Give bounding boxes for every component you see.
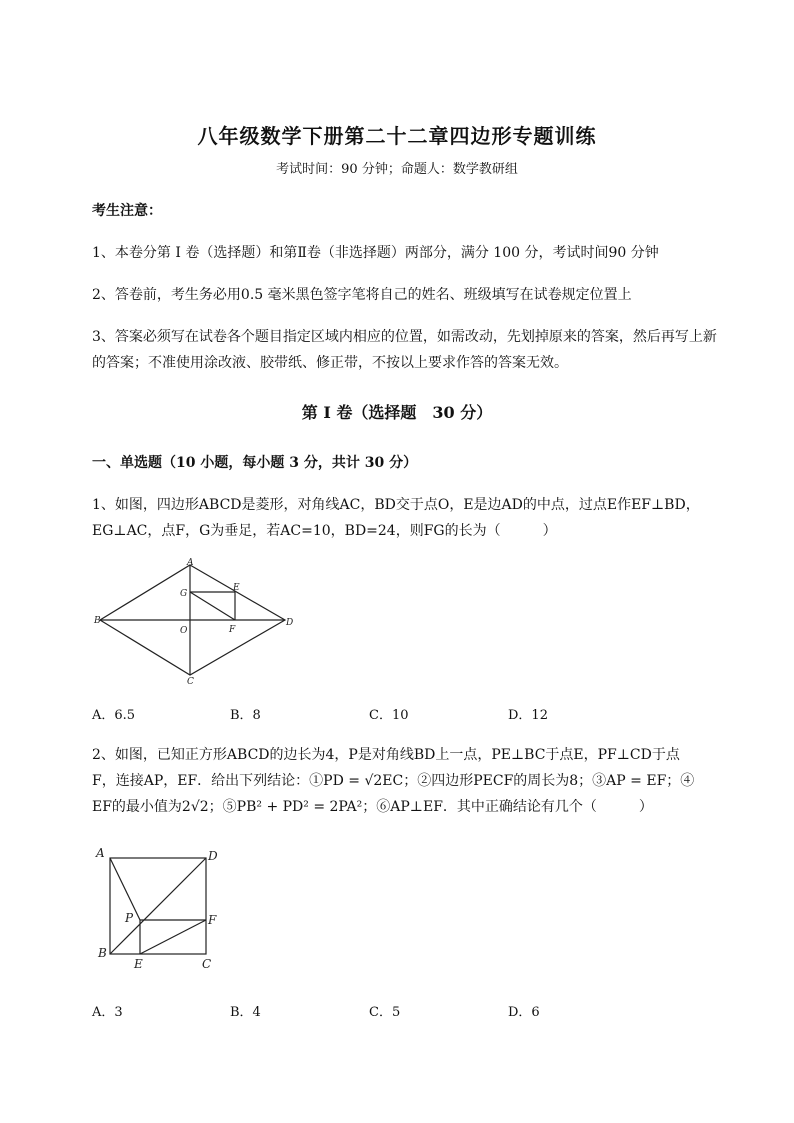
notice-item-3-cont: 的答案；不准使用涂改液、胶带纸、修正带，不按以上要求作答的答案无效。 xyxy=(92,355,568,371)
question-2-line-2: F，连接AP，EF．给出下列结论：①PD = √2EC；②四边形PECF的周长为8；③AP = EF；④ xyxy=(92,773,695,789)
label-D: D xyxy=(208,849,218,863)
q1-option-b[interactable]: B．8 xyxy=(230,708,261,723)
label-B: B xyxy=(98,946,107,960)
label-B: B xyxy=(94,616,101,626)
section-title: 第 I 卷（选择题 30 分） xyxy=(301,403,493,422)
label-A: A xyxy=(96,846,105,860)
label-D: D xyxy=(286,618,294,628)
q1-option-c[interactable]: C．10 xyxy=(369,708,409,723)
notice-item-1: 1、本卷分第 I 卷（选择题）和第Ⅱ卷（非选择题）两部分，满分 100 分，考试时间90 分钟 xyxy=(92,245,659,261)
label-F: F xyxy=(208,913,217,927)
question-1-line-1: 1、如图，四边形ABCD是菱形，对角线AC，BD交于点O，E是边AD的中点，过点E作EF⊥BD， xyxy=(92,497,700,513)
exam-info: 考试时间：90 分钟；命题人：数学教研组 xyxy=(276,162,518,177)
q2-option-d[interactable]: D．6 xyxy=(508,1005,540,1020)
label-P: P xyxy=(125,911,134,925)
notice-heading: 考生注意： xyxy=(92,203,162,219)
square-figure xyxy=(88,840,238,975)
label-C: C xyxy=(202,957,212,971)
notice-item-3: 3、答案必须写在试卷各个题目指定区域内相应的位置，如需改动，先划掉原来的答案，然后再写上新 xyxy=(92,329,717,345)
q2-option-b[interactable]: B．4 xyxy=(230,1005,261,1020)
label-F: F xyxy=(229,625,236,635)
rhombus-figure xyxy=(90,555,305,685)
page-title: 八年级数学下册第二十二章四边形专题训练 xyxy=(197,124,597,148)
label-E: E xyxy=(233,583,240,593)
question-1-line-2: EG⊥AC，点F，G为垂足，若AC=10，BD=24，则FG的长为（ ） xyxy=(92,523,557,539)
question-2-line-3: EF的最小值为2√2；⑤PB² + PD² = 2PA²；⑥AP⊥EF．其中正确结论有几个（ ） xyxy=(92,799,653,815)
label-C: C xyxy=(187,677,194,685)
label-E: E xyxy=(134,957,143,971)
question-2-line-1: 2、如图，已知正方形ABCD的边长为4，P是对角线BD上一点，PE⊥BC于点E，PF⊥CD于点 xyxy=(92,747,680,763)
q1-option-a[interactable]: A．6.5 xyxy=(92,708,136,723)
label-A: A xyxy=(187,558,194,568)
q2-option-a[interactable]: A．3 xyxy=(92,1005,123,1020)
notice-item-2: 2、答卷前，考生务必用0.5 毫米黑色签字笔将自己的姓名、班级填写在试卷规定位置上 xyxy=(92,287,632,303)
part-heading: 一、单选题（10 小题，每小题 3 分，共计 30 分） xyxy=(92,455,418,471)
q1-option-d[interactable]: D．12 xyxy=(508,708,548,723)
label-O: O xyxy=(180,626,188,636)
label-G: G xyxy=(180,589,188,599)
q2-option-c[interactable]: C．5 xyxy=(369,1005,401,1020)
